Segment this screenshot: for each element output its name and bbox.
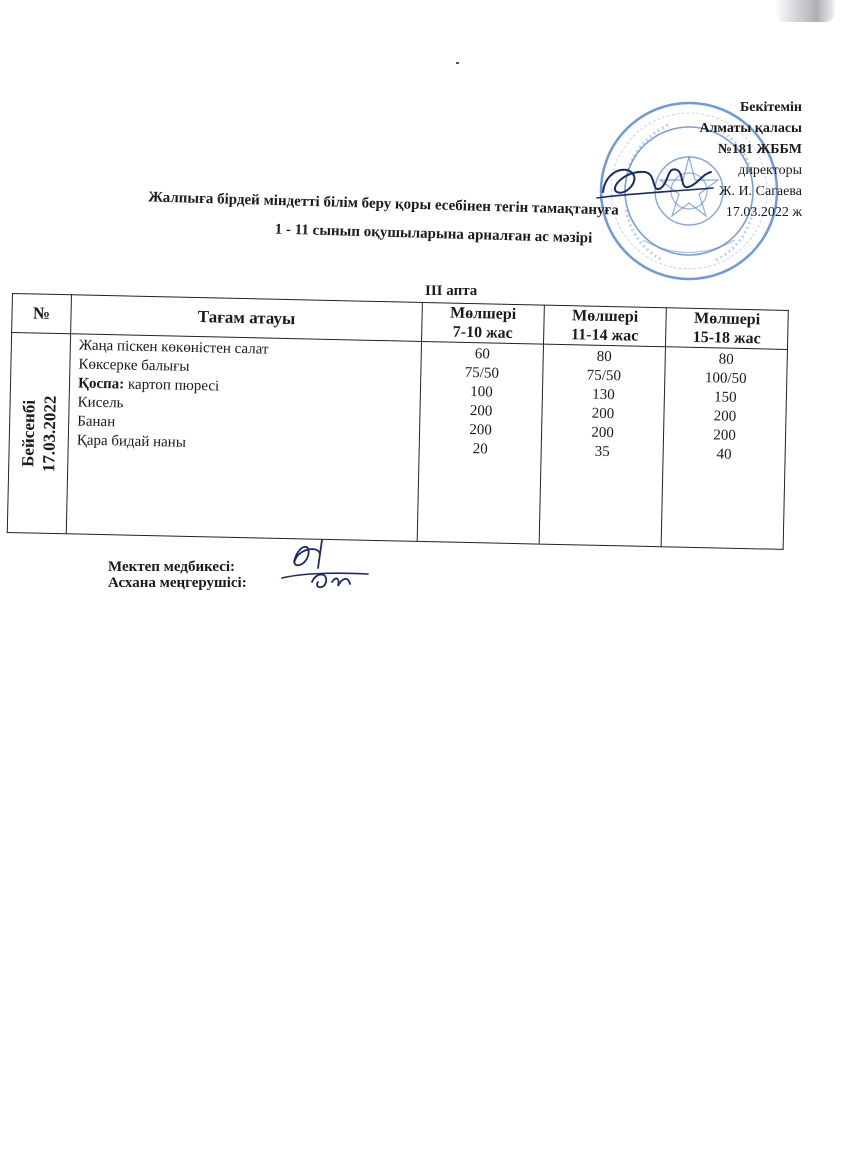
approval-line-4: директоры <box>738 163 802 178</box>
dish-item: Банан <box>77 413 116 431</box>
document-title-line-1: Жалпыға бірдей міндетті білім беру қоры есебінен тегін тамақтануға <box>148 189 620 219</box>
qty-value: 200 <box>713 427 736 444</box>
qty-value: 60 <box>474 346 490 363</box>
qty-value: 75/50 <box>464 364 500 382</box>
approval-line-6: 17.03.2022 ж <box>725 205 802 220</box>
header-qty-7-10-line1: Мөлшері <box>449 304 517 324</box>
nurse-signature-label: Мектеп медбикесі: <box>108 559 236 575</box>
week-label: III апта <box>425 283 478 299</box>
header-dish-name: Тағам атауы <box>71 295 423 342</box>
qty-value: 200 <box>469 422 493 439</box>
dish-item: Жаңа піскен көкөністен салат <box>78 337 269 358</box>
qty-value: 35 <box>594 443 610 461</box>
dish-item: Кисель <box>77 394 124 412</box>
header-qty-15-18-line1: Мөлшері <box>693 309 761 329</box>
scan-artifact <box>775 0 835 22</box>
header-qty-11-14-line2: 11-14 жас <box>570 326 639 345</box>
qty-value: 150 <box>713 389 737 406</box>
document-title-line-2: 1 - 11 сынып оқушыларына арналған ас мәзірі <box>274 221 593 247</box>
qty-column-11-14 <box>539 344 665 547</box>
qty-value: 100 <box>470 384 493 401</box>
header-qty-15-18 <box>665 308 788 350</box>
qty-column-7-10 <box>417 341 543 544</box>
handwritten-signature-icon <box>278 538 370 596</box>
dish-item: Көксерке балығы <box>78 356 190 375</box>
table-row <box>7 333 787 550</box>
canteen-signature-label: Асхана меңгерушісі: <box>108 575 247 591</box>
qty-value: 75/50 <box>586 367 622 385</box>
qty-value: 200 <box>591 424 615 442</box>
day-label <box>17 394 61 471</box>
scan-dot <box>456 62 459 64</box>
day-date: 17.03.2022 <box>39 394 60 472</box>
qty-value: 80 <box>718 351 734 368</box>
approval-line-5: Ж. И. Сагаева <box>718 184 802 199</box>
qty-value: 80 <box>596 348 612 366</box>
dish-item: Қоспа: картоп пюресі <box>77 375 220 395</box>
approval-line-2: Алматы қаласы <box>699 121 802 136</box>
approval-line-1: Бекітемін <box>739 100 802 115</box>
qty-value: 200 <box>469 403 493 420</box>
menu-table-container <box>7 293 787 556</box>
approval-line-3: №181 ЖББМ <box>717 142 802 157</box>
header-qty-11-14-line1: Мөлшері <box>571 307 639 326</box>
header-qty-11-14 <box>544 305 667 347</box>
qty-column-15-18 <box>661 347 787 550</box>
qty-value: 130 <box>591 386 615 404</box>
menu-table <box>7 293 789 550</box>
day-cell <box>7 333 70 534</box>
header-num: № <box>12 294 72 334</box>
qty-value: 40 <box>716 446 732 463</box>
dish-item: Қара бидай наны <box>76 432 187 451</box>
dish-list <box>66 334 421 542</box>
day-name: Бейсенбі <box>18 399 39 467</box>
dish-prefix: Қоспа: <box>77 375 125 393</box>
qty-value: 100/50 <box>704 370 747 388</box>
header-qty-7-10-line2: 7-10 жас <box>452 323 513 342</box>
qty-value: 200 <box>591 405 615 423</box>
qty-value: 200 <box>713 408 737 425</box>
qty-value: 20 <box>472 441 488 458</box>
header-qty-15-18-line2: 15-18 жас <box>692 328 761 348</box>
header-qty-7-10 <box>422 302 545 344</box>
